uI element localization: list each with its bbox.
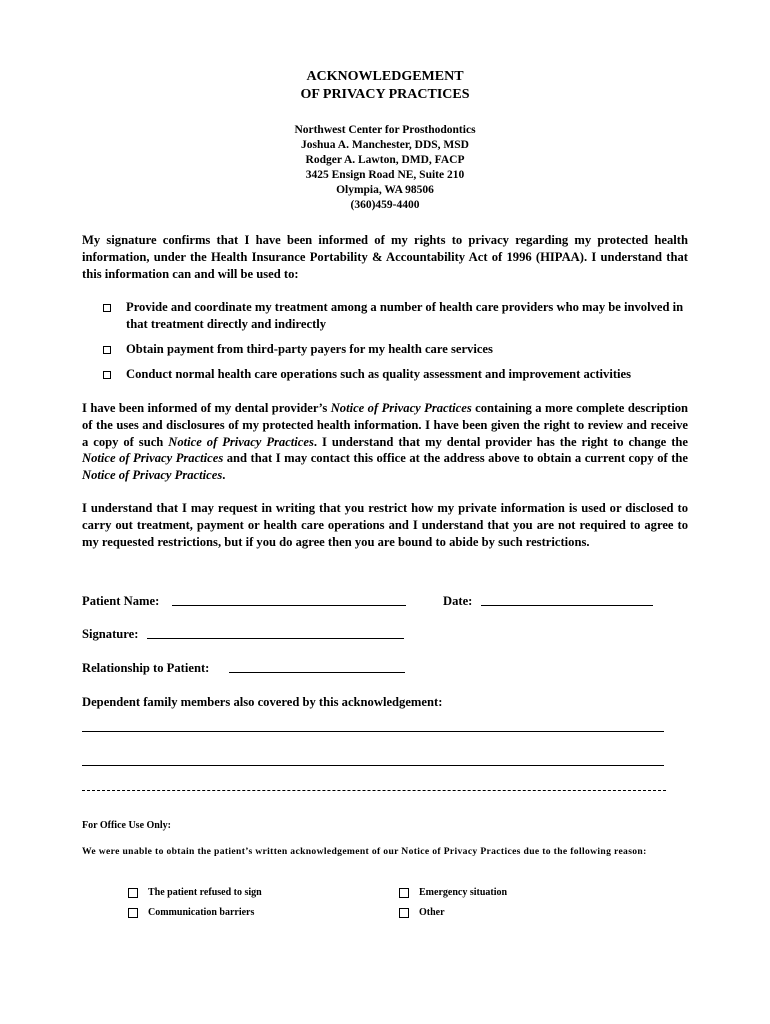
dependents-label: Dependent family members also covered by this acknowledgement: (82, 695, 443, 709)
checkbox-bullet-icon (103, 371, 111, 379)
doctor-name-1: Joshua A. Manchester, DDS, MSD (301, 139, 469, 151)
date-label: Date: (443, 594, 473, 608)
relationship-label: Relationship to Patient: (82, 661, 210, 675)
signature-field[interactable] (147, 638, 404, 639)
checkbox-bullet-icon (103, 346, 111, 354)
option-label: Communication barriers (148, 907, 255, 918)
street-address: 3425 Ensign Road NE, Suite 210 (305, 169, 465, 181)
dependents-field-line-1[interactable] (82, 731, 664, 732)
checkbox-bullet-icon (103, 304, 111, 312)
title-line-2: OF PRIVACY PRACTICES (300, 87, 470, 102)
use-item-label: Provide and coordinate my treatment among a number of health care providers who may be involved in that treatment directly and indirectly (126, 300, 684, 331)
office-reason-text: We were unable to obtain the patient’s written acknowledgement of our Notice of Privacy Practices due to the following reason: (82, 846, 647, 857)
phone-number: (360)459-4400 (350, 199, 420, 211)
office-use-heading: For Office Use Only: (82, 820, 171, 831)
checkbox-icon[interactable] (399, 888, 409, 898)
title-line-1: ACKNOWLEDGEMENT (306, 69, 464, 84)
option-label: Emergency situation (419, 887, 508, 898)
checkbox-icon[interactable] (128, 908, 138, 918)
restriction-paragraph: I understand that I may request in writing that you restrict how my private information is used or disclosed to carry out treatment, payment or health care operations and I understand that you are not required to agree to my requested restrictions, but if you do agree then you are bound to abide by such restrictions. (82, 501, 688, 549)
date-field[interactable] (481, 605, 653, 606)
notice-paragraph: I have been informed of my dental provider’s Notice of Privacy Practices containing a more complete description of the uses and disclosures of my protected health information. I have been given the right to review and receive a copy of such Notice of Privacy Practices. I understand that my dental provider has the right to change the Notice of Privacy Practices and that I may contact this office at the address above to obtain a current copy of the Notice of Privacy Practices. (82, 401, 688, 483)
relationship-field[interactable] (229, 672, 405, 673)
use-item-label: Conduct normal health care operations such as quality assessment and improvement activities (126, 367, 632, 381)
use-item-label: Obtain payment from third-party payers for my health care services (126, 342, 493, 356)
dependents-field-line-2[interactable] (82, 765, 664, 766)
intro-paragraph: My signature confirms that I have been informed of my rights to privacy regarding my protected health information, under the Health Insurance Portability & Accountability Act of 1996 (HIPAA). I understand that this information can and will be used to: (82, 233, 688, 281)
practice-address-block (0, 123, 770, 213)
office-use-divider (82, 790, 666, 791)
option-label: The patient refused to sign (148, 887, 262, 898)
practice-name: Northwest Center for Prosthodontics (294, 124, 476, 136)
doctor-name-2: Rodger A. Lawton, DMD, FACP (305, 154, 465, 166)
document-title (0, 68, 770, 104)
patient-name-field[interactable] (172, 605, 406, 606)
city-state-zip: Olympia, WA 98506 (336, 184, 434, 196)
signature-label: Signature: (82, 627, 139, 641)
checkbox-icon[interactable] (399, 908, 409, 918)
patient-name-label: Patient Name: (82, 594, 160, 608)
option-label: Other (419, 907, 445, 918)
checkbox-icon[interactable] (128, 888, 138, 898)
